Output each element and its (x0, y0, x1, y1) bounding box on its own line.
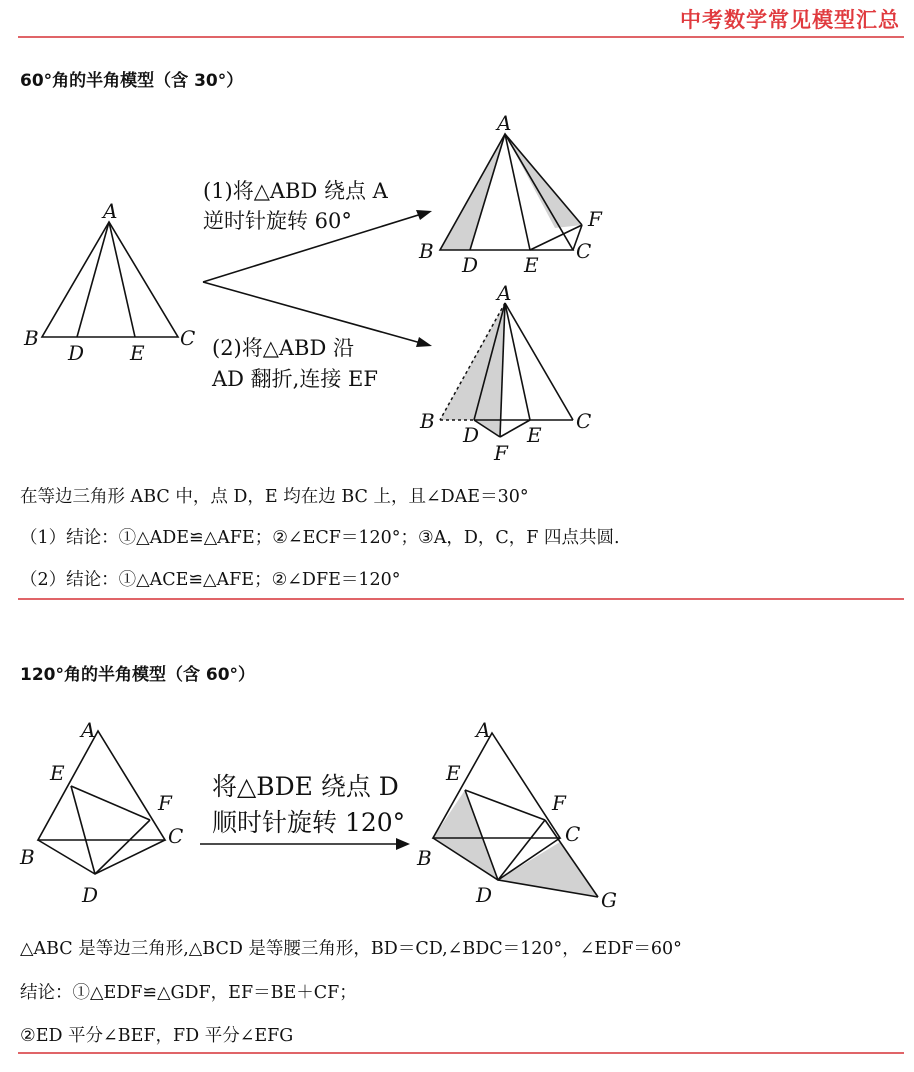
section2-divider (18, 1052, 904, 1054)
figure-120-right (433, 733, 598, 897)
label-e-right2: E (446, 761, 461, 785)
label-d-left2: D (82, 883, 99, 907)
caption-line2-2: 顺时针旋转 120° (212, 808, 406, 837)
label-b: B (24, 326, 39, 350)
section2-conclusion-2: ②ED 平分∠BEF，FD 平分∠EFG (20, 1026, 294, 1046)
label-f-left2: F (158, 791, 172, 815)
label-a: A (103, 199, 118, 223)
label-d: D (68, 341, 85, 365)
arrow-head-2 (396, 838, 410, 850)
label-a-left2: A (81, 718, 96, 742)
section1-conclusion-1: （1）结论：①△ADE≌△AFE；②∠ECF＝120°；③A，D，C，F 四点共圆. (20, 528, 620, 548)
arrow-head-lower (416, 337, 432, 347)
label-e: E (130, 341, 145, 365)
label-a-right2: A (476, 718, 491, 742)
triangle-abc-left (42, 222, 178, 337)
label-f-right2: F (552, 791, 566, 815)
header-divider (18, 36, 904, 38)
label-d-right2: D (476, 883, 493, 907)
label-c-left2: C (168, 824, 184, 848)
label-c-rot: C (576, 239, 592, 263)
label-a-rot: A (497, 111, 512, 135)
caption1-line2: 逆时针旋转 60° (203, 209, 352, 233)
section1-conclusion-2: （2）结论：①△ACE≌△AFE；②∠DFE＝120° (20, 570, 401, 590)
figure-fold (440, 303, 573, 437)
section1-description: 在等边三角形 ABC 中，点 D，E 均在边 BC 上，且∠DAE＝30° (20, 487, 529, 507)
label-g-right2: G (601, 888, 617, 912)
section2-figure (0, 705, 914, 935)
label-b-left2: B (20, 845, 35, 869)
section2-conclusion-1: 结论：①△EDF≌△GDF，EF＝BE＋CF； (20, 983, 357, 1003)
section2-description: △ABC 是等边三角形,△BCD 是等腰三角形，BD＝CD,∠BDC＝120°，∠EDF＝60° (20, 939, 682, 959)
label-e-fold: E (527, 423, 542, 447)
caption-line1-2: 将△BDE 绕点 D (212, 772, 399, 801)
label-d-fold: D (463, 423, 480, 447)
arrow-head-upper (416, 210, 432, 220)
label-f-rot: F (588, 207, 602, 231)
caption1-line1: (1)将△ABD 绕点 A (203, 179, 388, 203)
label-c: C (180, 326, 196, 350)
label-e-rot: E (524, 253, 539, 277)
caption2-line2: AD 翻折,连接 EF (212, 367, 378, 391)
label-b-right2: B (417, 846, 432, 870)
page-header-title: 中考数学常见模型汇总 (680, 8, 900, 32)
label-b-fold: B (420, 409, 435, 433)
label-c-fold: C (576, 409, 592, 433)
caption2-line1: (2)将△ABD 沿 (212, 336, 355, 360)
label-d-rot: D (462, 253, 479, 277)
label-c-right2: C (565, 822, 581, 846)
label-e-left2: E (50, 761, 65, 785)
section2-title: 120°角的半角模型（含 60°） (20, 665, 256, 685)
figure-rotation (440, 134, 582, 250)
section1-title: 60°角的半角模型（含 30°） (20, 71, 244, 91)
label-f-fold: F (494, 441, 508, 465)
figure-120-left (38, 731, 165, 874)
section1-divider (18, 598, 904, 600)
label-b-rot: B (419, 239, 434, 263)
section1-figure (0, 100, 914, 480)
label-a-fold: A (497, 281, 512, 305)
